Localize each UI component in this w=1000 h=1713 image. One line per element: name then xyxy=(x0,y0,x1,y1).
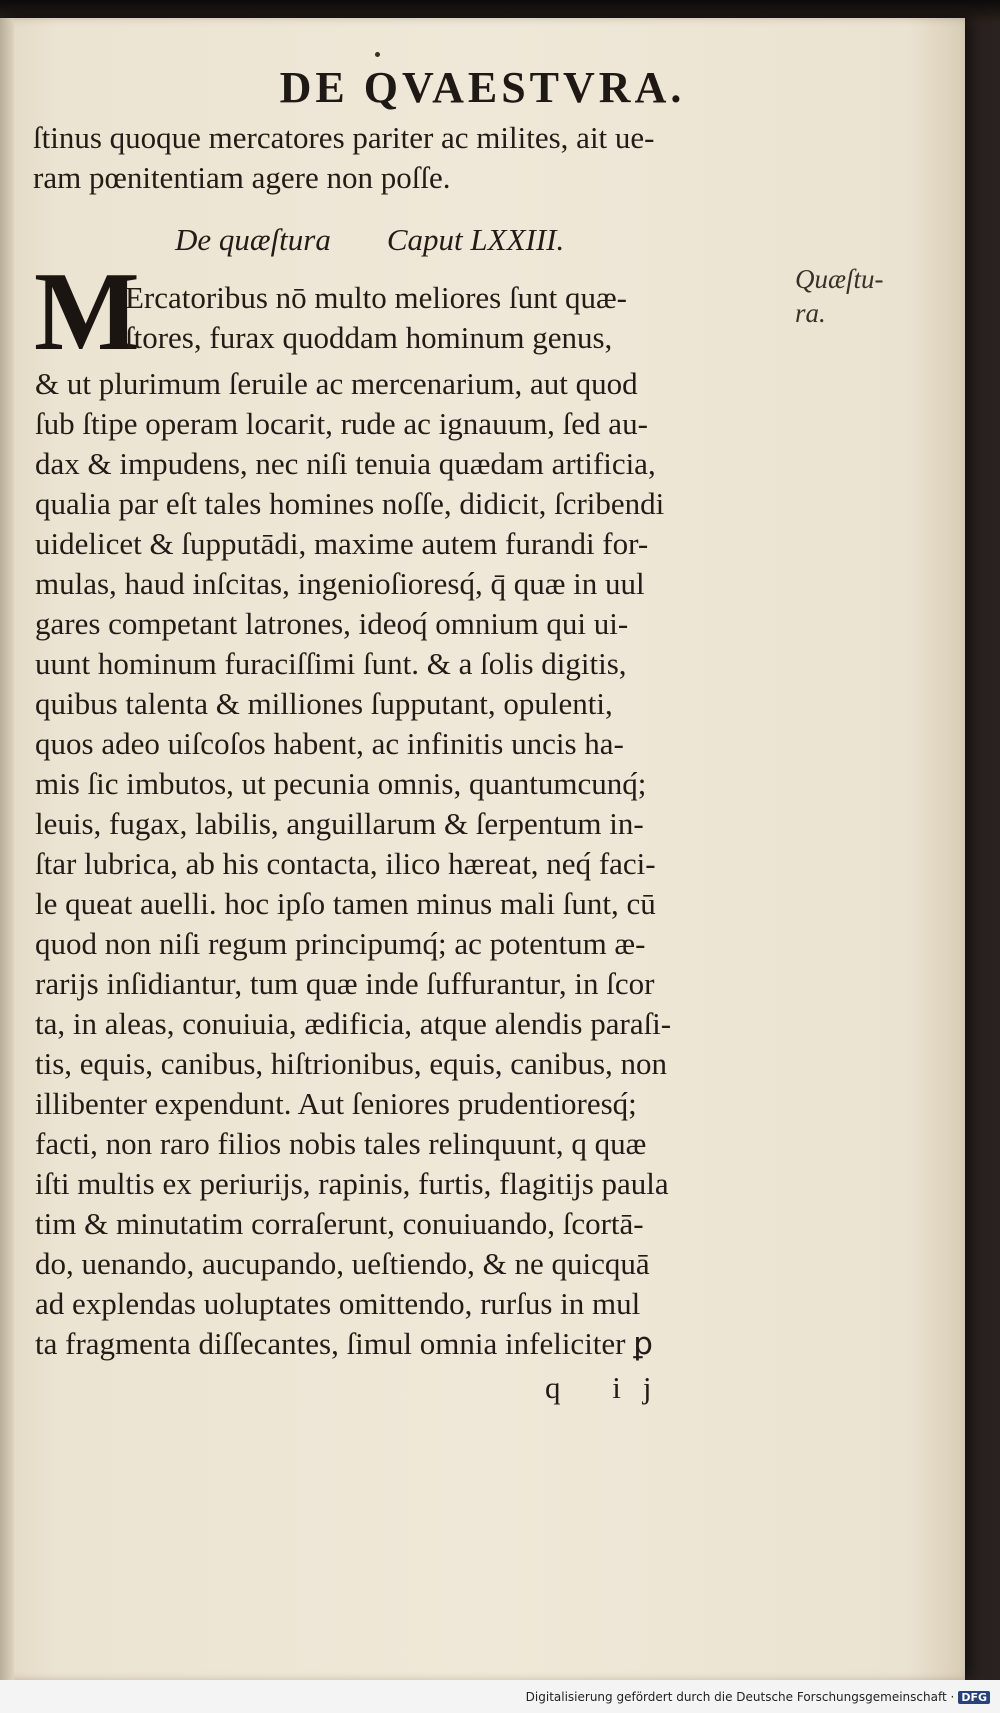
printer-mark xyxy=(375,52,380,57)
chapter-heading xyxy=(175,222,564,258)
running-head: DE QVAESTVRA. xyxy=(279,63,686,112)
text-line: ram pœnitentiam agere non poſſe. xyxy=(33,160,451,195)
marginal-note-line: Quæſtu- xyxy=(795,264,884,294)
body-text xyxy=(35,364,795,1364)
text-line: Ercatoribus nō multo meliores ſunt quæ- xyxy=(125,280,627,315)
marginal-note xyxy=(795,262,915,330)
signature-mark: q ij xyxy=(545,1370,674,1405)
text-line: uidelicet & ſupputādi, maxime autem furandi for- xyxy=(35,526,649,561)
funding-credit xyxy=(526,1690,990,1704)
text-line: quod non niſi regum principumq́; ac potentum æ- xyxy=(35,926,646,961)
continued-text xyxy=(33,118,793,198)
text-line: tim & minutatim corraſerunt, conuiuando, ſcortā- xyxy=(35,1206,644,1241)
text-line: gares competant latrones, ideoq́ omnium qui ui- xyxy=(35,606,629,641)
text-line: iſti multis ex periurijs, rapinis, furtis, flagitijs paula xyxy=(35,1166,669,1201)
chapter-number: Caput LXXIII. xyxy=(386,222,565,257)
text-line: facti, non raro filios nobis tales relinquunt, q quæ xyxy=(35,1126,647,1161)
text-line: illibenter expendunt. Aut ſeniores prudentioresq́; xyxy=(35,1086,637,1121)
text-line: uunt hominum furaciſſimi ſunt. & a ſolis digitis, xyxy=(35,646,627,681)
marginal-note-line: ra. xyxy=(795,298,826,328)
drop-cap-initial: M xyxy=(34,250,140,374)
page-gutter-shadow xyxy=(0,18,14,1680)
funding-credit-text: Digitalisierung gefördert durch die Deutsche Forschungsgemeinschaft · xyxy=(525,1690,955,1704)
text-line: quibus talenta & milliones ſupputant, opulenti, xyxy=(35,686,613,721)
text-line: ad explendas uoluptates omittendo, rurſus in mul xyxy=(35,1286,641,1321)
chapter-title: De quæſtura xyxy=(175,222,331,257)
text-line: do, uenando, aucupando, ueſtiendo, & ne quicquā xyxy=(35,1246,650,1281)
text-line: ſtar lubrica, ab his contacta, ilico hæreat, neq́ faci- xyxy=(35,846,656,881)
text-line: qualia par eſt tales homines noſſe, didicit, ſcribendi xyxy=(35,486,665,521)
text-line: mis ſic imbutos, ut pecunia omnis, quantumcunq́; xyxy=(35,766,647,801)
text-line: mulas, haud inſcitas, ingenioſioresq́, q̄ quæ in uul xyxy=(35,566,645,601)
dfg-logo: DFG xyxy=(958,1691,990,1704)
text-line: & ut plurimum ſeruile ac mercenarium, aut quod xyxy=(35,366,638,401)
text-line: ta, in aleas, conuiuia, ædificia, atque alendis paraſi- xyxy=(35,1006,672,1041)
opening-lines xyxy=(125,278,795,358)
text-line: le queat auelli. hoc ipſo tamen minus mali ſunt, cū xyxy=(35,886,656,921)
text-line: ſtores, furax quoddam hominum genus, xyxy=(125,320,613,355)
text-line: quos adeo uiſcoſos habent, ac infinitis uncis ha- xyxy=(35,726,624,761)
text-line: dax & impudens, nec niſi tenuia quædam artificia, xyxy=(35,446,656,481)
text-line: leuis, fugax, labilis, anguillarum & ſerpentum in- xyxy=(35,806,644,841)
text-line: ſtinus quoque mercatores pariter ac milites, ait ue- xyxy=(33,120,655,155)
text-line: rarijs inſidiantur, tum quæ inde ſuffurantur, in ſcor xyxy=(35,966,655,1001)
text-line: ſub ſtipe operam locarit, rude ac ignauum, ſed au- xyxy=(35,406,648,441)
text-line: tis, equis, canibus, hiſtrionibus, equis, canibus, non xyxy=(35,1046,668,1081)
text-line: ta fragmenta diſſecantes, ſimul omnia infeliciter ꝑ xyxy=(35,1326,653,1361)
